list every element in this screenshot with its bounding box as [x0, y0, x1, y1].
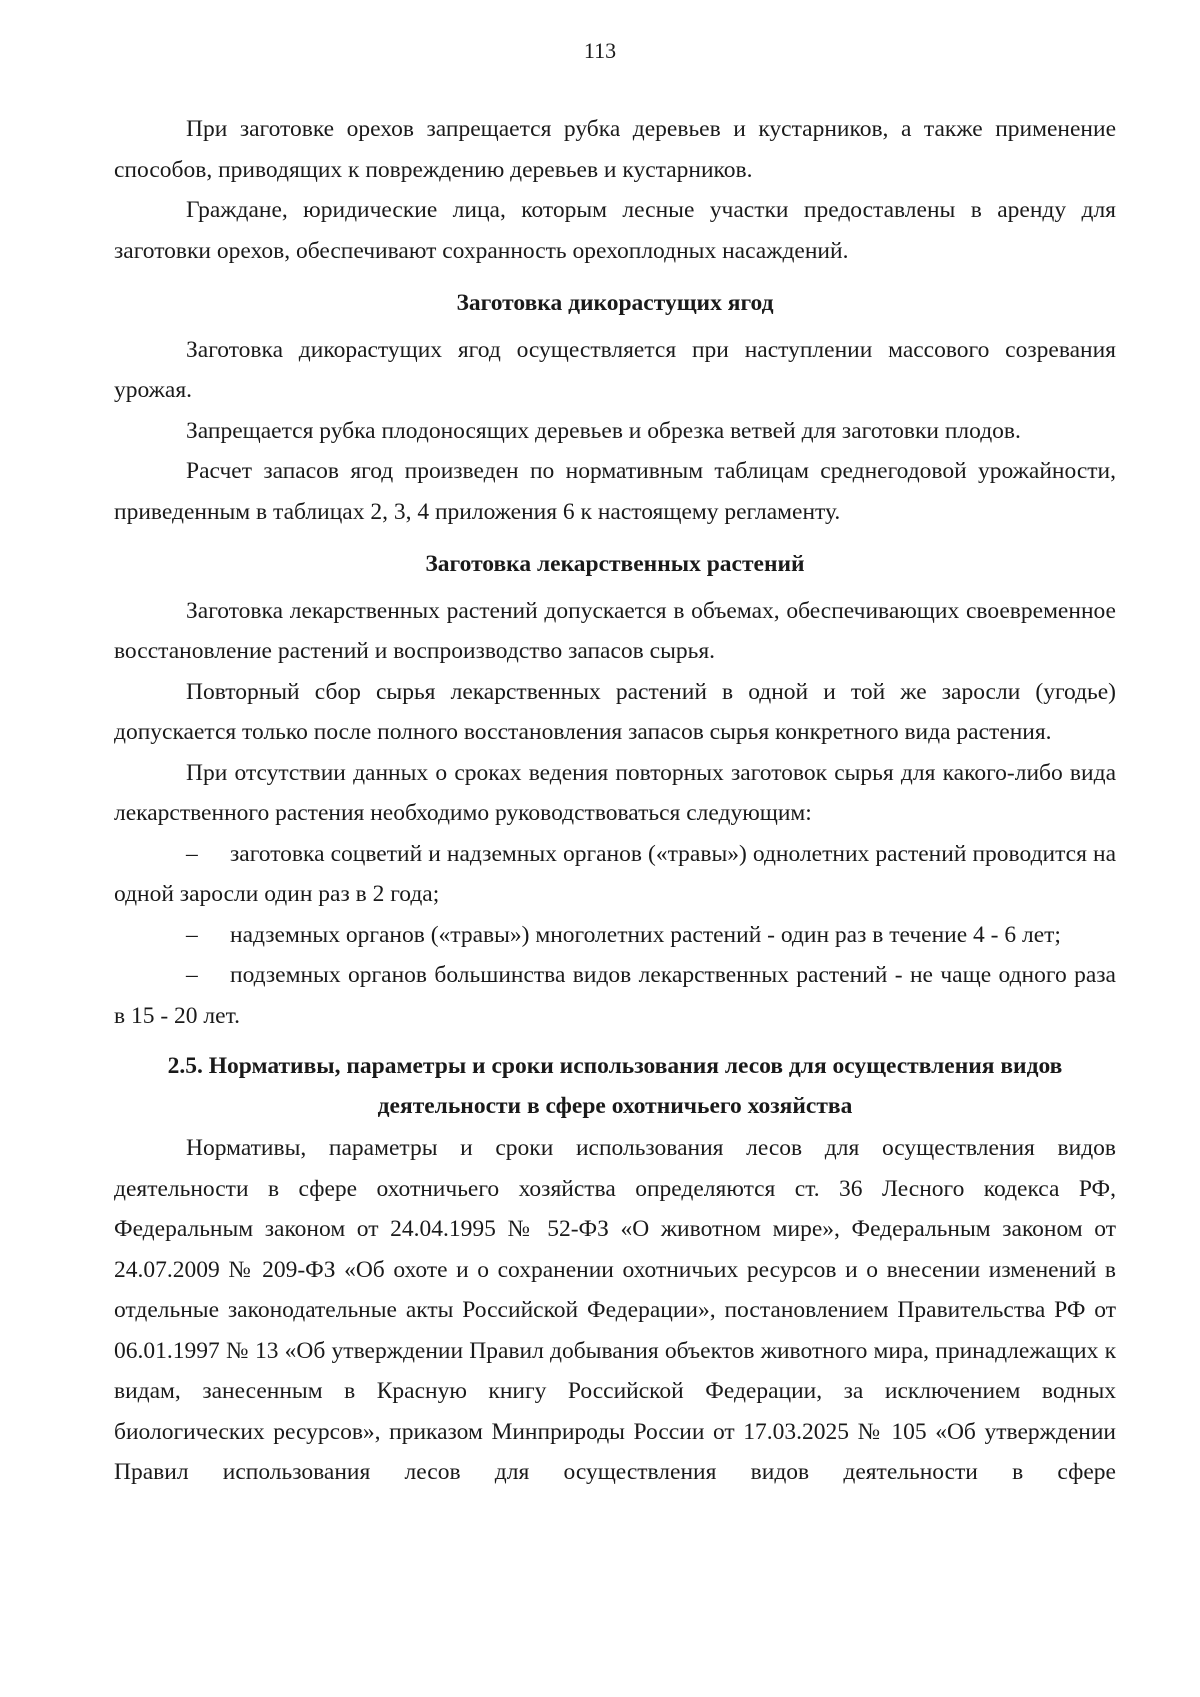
list-dash: –	[186, 921, 198, 948]
section-heading-line1: 2.5. Нормативы, параметры и сроки использования лесов для осуществления видов	[167, 1053, 1063, 1079]
list-item	[114, 834, 1116, 915]
paragraph: Повторный сбор сырья лекарственных растений в одной и той же заросли (угодье) допускается только после полного восстановления запасов сырья конкретного вида растения.	[114, 678, 1116, 745]
subheading-berries: Заготовка дикорастущих ягод	[456, 290, 774, 316]
section-heading	[114, 1046, 1116, 1126]
list-item	[114, 915, 1116, 956]
list-dash: –	[186, 962, 198, 988]
paragraph: Заготовка лекарственных растений допускается в объемах, обеспечивающих своевременное восстановление растений и воспроизводство запасов сырья.	[114, 597, 1116, 664]
subheading-medicinal: Заготовка лекарственных растений	[425, 551, 805, 577]
page-number: 113	[583, 38, 617, 63]
paragraph: Расчет запасов ягод произведен по нормативным таблицам среднегодовой урожайности, приведенным в таблицах 2, 3, 4 приложения 6 к настоящему регламенту.	[114, 458, 1116, 525]
paragraph: Запрещается рубка плодоносящих деревьев и обрезка ветвей для заготовки плодов.	[186, 417, 1021, 444]
paragraph: При отсутствии данных о сроках ведения повторных заготовок сырья для какого-либо вида лекарственного растения необходимо руководствоваться следующим:	[114, 759, 1116, 826]
paragraph: Граждане, юридические лица, которым лесные участки предоставлены в аренду для заготовки орехов, обеспечивают сохранность орехоплодных насаждений.	[114, 197, 1116, 264]
list-item	[114, 955, 1116, 1036]
list-item-text: надземных органов («травы») многолетних растений - один раз в течение 4 - 6 лет;	[230, 921, 1061, 948]
paragraph: Нормативы, параметры и сроки использования лесов для осуществления видов деятельности в сфере охотничьего хозяйства определяются ст. 36 Лесного кодекса РФ, Федеральным законом от 24.04.1995 № 52-ФЗ «О животном мире», Федеральным законом от 24.07.2009 № 209-ФЗ «Об охоте и о сохранении охотничьих ресурсов и о внесении изменений в отдельные законодательные акты Российской Федерации», постановлением Правительства РФ от 06.01.1997 № 13 «Об утверждении Правил добывания объектов животного мира, принадлежащих к видам, занесенным в Красную книгу Российской Федерации, за исключением водных биологических ресурсов», приказом Минприроды России от 17.03.2025 № 105 «Об утверждении Правил использования лесов для осуществления видов деятельности в сфере	[114, 1135, 1116, 1485]
paragraph: Заготовка дикорастущих ягод осуществляется при наступлении массового созревания урожая.	[114, 336, 1116, 403]
section-heading-line2: деятельности в сфере охотничьего хозяйства	[377, 1093, 853, 1119]
list-dash: –	[186, 840, 198, 867]
list-item-text: подземных органов большинства видов лекарственных растений - не чаще одного раза в 15 - 20 лет.	[114, 962, 1116, 1029]
paragraph: При заготовке орехов запрещается рубка деревьев и кустарников, а также применение способов, приводящих к повреждению деревьев и кустарников.	[114, 116, 1116, 183]
text-column	[114, 109, 1116, 1493]
list-item-text: заготовка соцветий и надземных органов («травы») однолетних растений проводится на одной заросли один раз в 2 года;	[114, 840, 1116, 907]
